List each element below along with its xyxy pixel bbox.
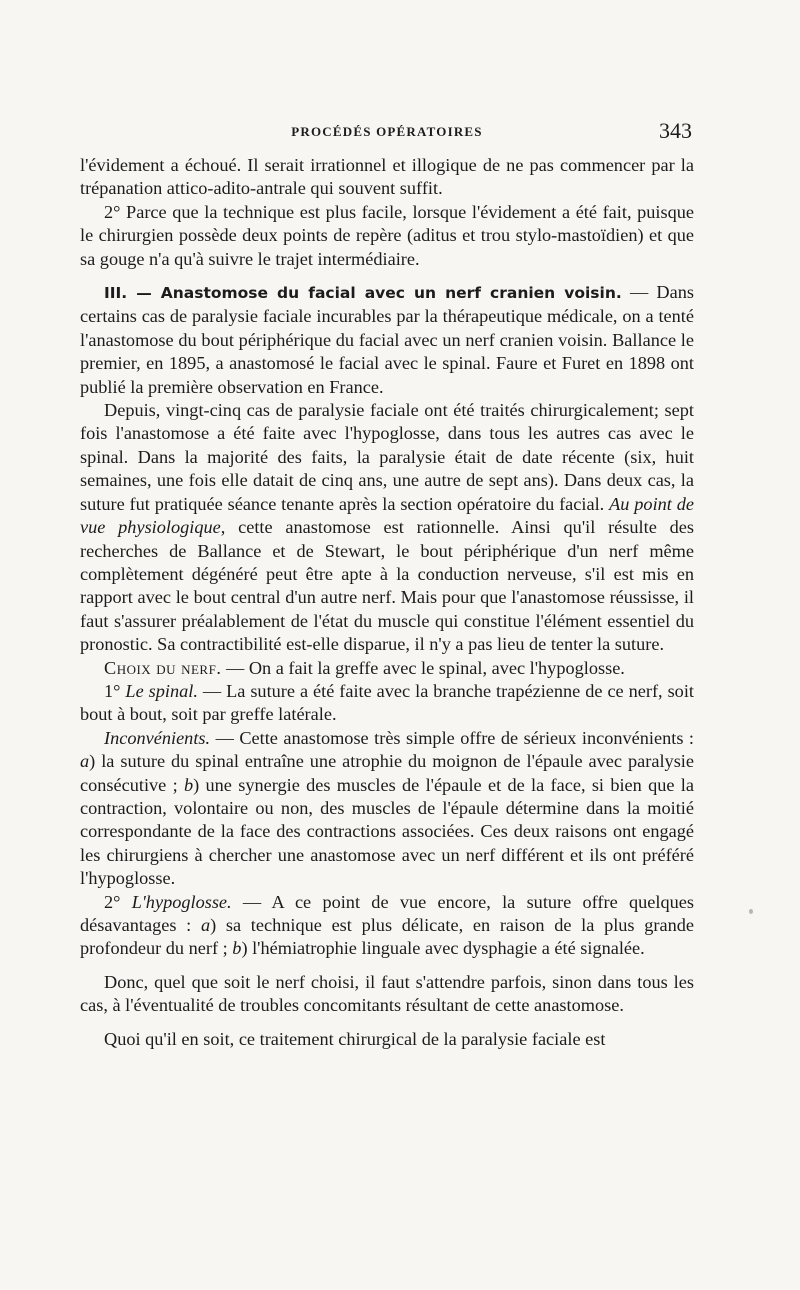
list-label: b [232, 938, 242, 959]
running-title: PROCÉDÉS OPÉRATOIRES [291, 124, 483, 139]
paragraph-hypoglosse [80, 891, 694, 961]
page-body [80, 154, 694, 1051]
item-number: 1° [104, 680, 126, 701]
italic-subheading: Le spinal. [125, 680, 198, 701]
paragraph-spinal [80, 680, 694, 727]
paragraph-text: — A ce point de vue encore, la suture offre quelques désavantages : [80, 891, 694, 935]
paragraph-text: — On a fait la greffe avec le spinal, avec l'hypoglosse. [221, 657, 625, 678]
paragraph-text: ) une synergie des muscles de l'épaule et de la face, si bien que la contraction, volontaire ou non, des muscles de l'épaule détermine dans la moitié correspondante de la face des contractions associées. Ces deux raisons ont engagé les chirurgiens à chercher une anastomose avec un nerf différent et ils ont préféré l'hypoglosse. [80, 774, 694, 889]
paragraph-text: ) la suture du spinal entraîne une atrophie du moignon de l'épaule avec paralysie consécutive ; [80, 751, 694, 795]
list-label: b [183, 774, 194, 795]
page-number: 343 [659, 118, 692, 143]
paragraph-quoi-qu-il: Quoi qu'il en soit, ce traitement chirurgical de la paralysie faciale est [104, 1028, 606, 1049]
paragraph-text: ) sa technique est plus délicate, en raison de la plus grande profondeur du nerf ; [80, 915, 694, 959]
subheading-choix: Choix du nerf. [104, 657, 222, 678]
ink-speck [749, 909, 753, 914]
paragraph-inconvenients [80, 727, 694, 891]
italic-phrase: Au point de vue physiologique [80, 493, 694, 538]
paragraph-text: — Cette anastomose très simple offre de sérieux inconvénients : [210, 727, 694, 748]
paragraph-donc: Donc, quel que soit le nerf choisi, il faut s'attendre parfois, sinon dans tous les cas, à l'éventualité de troubles concomitants résultant de cette anastomose. [80, 971, 694, 1016]
paragraph-text: Depuis, vingt-cinq cas de paralysie faciale ont été traités chirurgicalement; sept fois l'anastomose a été faite avec l'hypoglosse, dans tous les autres cas avec le spinal. Dans la majorité des faits, la paralysie était de date récente (six, huit semaines, une fois elle datait de cinq ans, une autre de sept ans). Dans deux cas, la suture fut pratiquée séance tenante après la section opératoire du facial. [80, 400, 694, 514]
paragraph-anastomose-intro [80, 281, 694, 399]
list-label: a [200, 915, 211, 935]
paragraph-text: — Dans certains cas de paralysie faciale incurables par la thérapeutique médicale, on a tenté l'anastomose du bout périphérique du facial avec un nerf cranien voisin. Ballance le premier, en 1895, a anastomosé le facial avec le spinal. Faure et Furet en 1898 ont publié la première observation en France. [80, 282, 695, 397]
italic-subheading: L'hypoglosse. [131, 891, 232, 912]
paragraph-text: ) l'hémiatrophie linguale avec dysphagie a été signalée. [241, 938, 645, 959]
section-heading: III. — Anastomose du facial avec un nerf cranien voisin. [104, 284, 622, 303]
italic-subheading: Inconvénients. [104, 727, 211, 748]
list-label: a [80, 751, 90, 772]
paragraph-text: — La suture a été faite avec la branche trapézienne de ce nerf, soit bout à bout, soit par greffe latérale. [80, 680, 694, 725]
paragraph-choix-du-nerf [80, 657, 694, 680]
paragraph-continuation: l'évidement a échoué. Il serait irrationnel et illogique de ne pas commencer par la trépanation attico-adito-antrale qui souvent suffit. [80, 155, 694, 199]
page-header [80, 118, 694, 148]
paragraph-second-reason: 2° Parce que la technique est plus facile, lorsque l'évidement a été fait, puisque le chirurgien possède deux points de repère (aditus et trou stylo-mastoïdien) et que sa gouge n'a qu'à suivre le trajet intermédiaire. [80, 201, 694, 269]
paragraph-cases [80, 399, 694, 656]
paragraph-text: , cette anastomose est rationnelle. Ainsi qu'il résulte des recherches de Ballance et de Stewart, le bout périphérique d'un nerf même complètement dégénéré peut être apte à la conduction nerveuse, s'il est mis en rapport avec le bout central d'un autre nerf. Mais pour que l'anastomose réussisse, il faut s'assurer préalablement de l'état du muscle qui constitue l'élément essentiel du pronostic. Sa contractibilité est-elle disparue, il n'y a pas lieu de tenter la suture. [80, 517, 694, 655]
item-number: 2° [104, 891, 132, 912]
